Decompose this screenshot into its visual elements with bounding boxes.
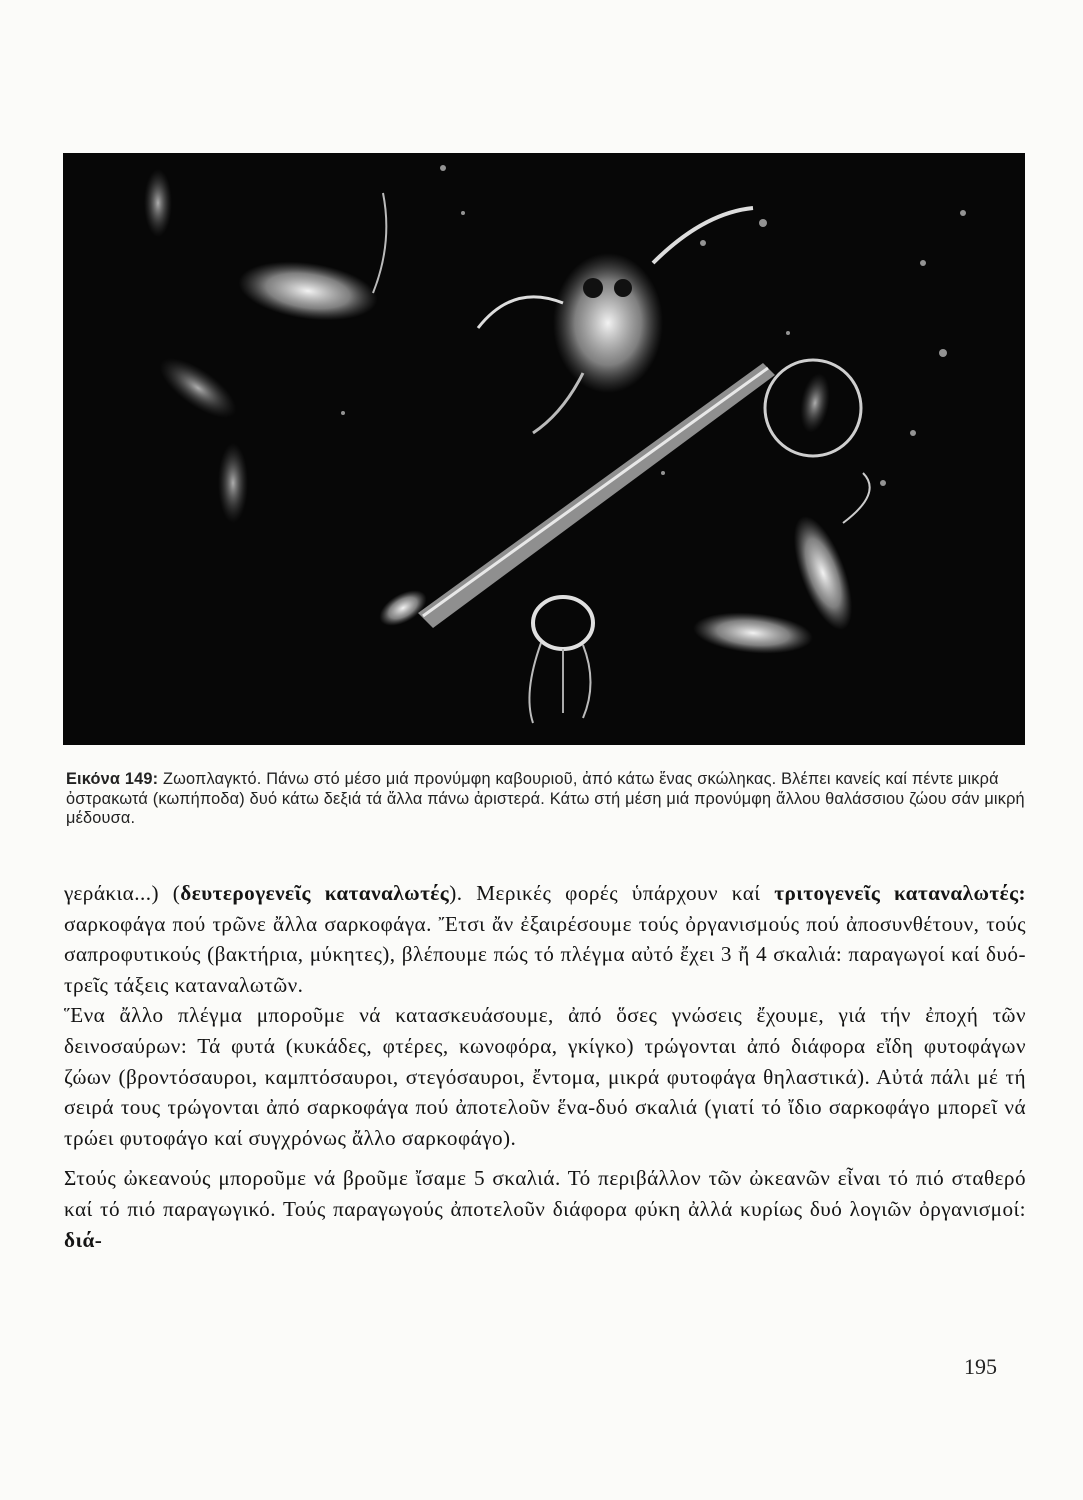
body-text [64,878,1026,1255]
caption-text: Ζωοπλαγκτό. Πάνω στό μέσο μιά προνύμφη καβουριοῦ, ἀπό κάτω ἕνας σκώληκας. Βλέπει κανείς καί πέντε μικρά ὀστρακωτά (κωπήποδα) δυό κάτω δεξιά τά ἄλλα πάνω ἀριστερά. Κάτω στή μέση μιά προνύμφη ἄλλου θαλάσσιου ζώου σάν μικρή μέδουσα. [66,770,1025,827]
text-run: ). Μερικές φορές ὑπάρχουν καί [449,881,775,905]
bold-term: δευτερογενεῖς καταναλωτές [180,881,450,905]
page-number: 195 [964,1354,997,1379]
figure-caption [66,770,1026,829]
zooplankton-photo [63,153,1025,745]
text-run: Στούς ὠκεανούς μποροῦμε νά βροῦμε ἴσαμε 5 σκαλιά. Τό περιβάλλον τῶν ὠκεανῶν εἶναι τό πιό σταθερό καί τό πιό παραγωγικό. Τούς παραγωγούς ἀποτελοῦν διάφορα φύκη ἀλλά κυρίως δυό λογιῶν ὀργανισμοί: [64,1166,1026,1221]
paragraph: Ἕνα ἄλλο πλέγμα μποροῦμε νά κατασκευάσουμε, ἀπό ὅσες γνώσεις ἔχουμε, γιά τήν ἐποχή τῶν δεινοσαύρων: Τά φυτά (κυκάδες, φτέρες, κωνοφόρα, γκίγκο) τρώγονται ἀπό διάφορα εἴδη φυτοφάγων ζώων (βροντόσαυροι, καμπτόσαυροι, στεγόσαυροι, ἔντομα, μικρά φυτοφάγα θηλαστικά). Αὐτά πάλι μέ τή σειρά τους τρώγονται ἀπό σαρκοφάγα πού ἀποτελοῦν ἕνα-δυό σκαλιά (γιατί τό ἴδιο σαρκοφάγο μπορεῖ νά τρώει φυτοφάγο καί συγχρόνως ἄλλο σαρκοφάγο). [64,1003,1026,1150]
bold-term: τριτογενεῖς καταναλωτές: [774,881,1026,905]
text-run: γεράκια...) ( [64,881,181,905]
paragraph [64,878,1026,1000]
caption-label: Εικόνα 149: [66,770,159,788]
text-run: σαρκοφάγα πού τρῶνε ἄλλα σαρκοφάγα. Ἔτσι ἄν ἐξαιρέσουμε τούς ὀργανισμούς πού ἀποσυνθέτουν, τούς σαπροφυτικούς (βακτήρια, μύκητες), βλέπουμε πώς τό πλέγμα αὐτό ἔχει 3 ἤ 4 σκαλιά: παραγωγοί καί δυό-τρεῖς τάξεις καταναλωτῶν. [64,911,1026,997]
bold-term: διά- [64,1227,103,1252]
paragraph [64,1163,1026,1255]
